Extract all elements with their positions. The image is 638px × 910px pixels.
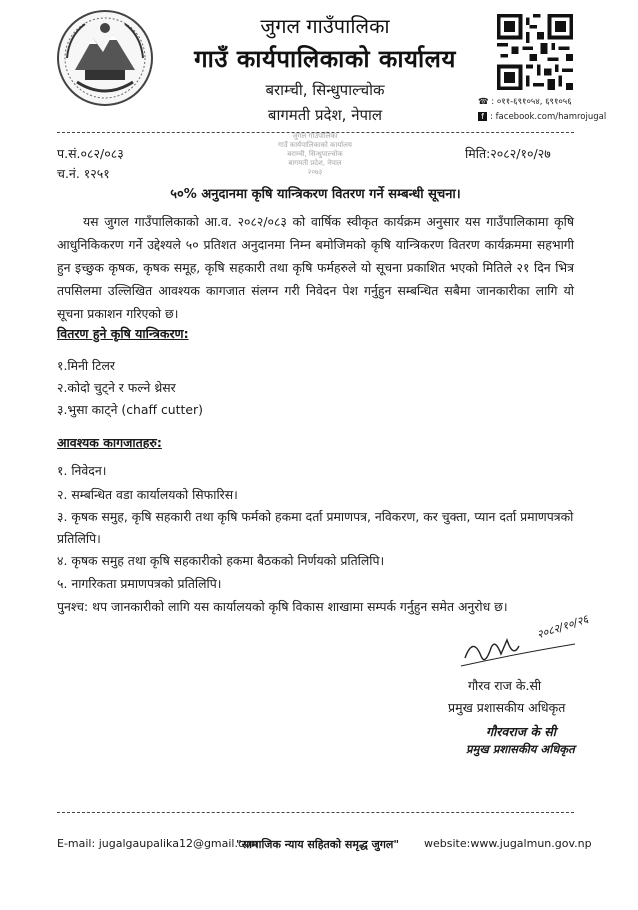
- footer-slogan: "सामाजिक न्याय सहितको समृद्ध जुगल": [236, 838, 400, 851]
- nepal-government-emblem-icon: [55, 8, 155, 108]
- stamp-line-3: बराम्ची, सिन्धुपाल्चोक: [287, 150, 343, 158]
- municipality-name: जुगल गाउँपालिका: [260, 14, 390, 38]
- distribution-item: १.मिनी टिलर: [57, 358, 115, 373]
- stamp-line-2: गाउँ कार्यपालिकाको कार्यालय: [278, 141, 352, 149]
- stamp-line-1: जुगल गाउँपालिका: [292, 132, 338, 140]
- stamp-line-5: २०७३: [307, 168, 323, 176]
- address-line-2: बागमती प्रदेश, नेपाल: [267, 106, 383, 124]
- signatory-stamp-name: गौरवराज के सी: [486, 724, 556, 739]
- signature-date: २०८२/१०/२६: [535, 612, 590, 642]
- office-name: गाउँ कार्यपालिकाको कार्यालय: [194, 45, 456, 73]
- address-line-1: बराम्ची, सिन्धुपाल्चोक: [265, 81, 385, 99]
- phone-numbers: ☎ : ०११-६९१०५४, ६९१०५६: [478, 97, 572, 107]
- document-item: २. सम्बन्धित वडा कार्यालयको सिफारिस।: [57, 487, 238, 502]
- postscript: पुनश्च: थप जानकारीको लागि यस कार्यालयको कृषि विकास शाखामा सम्पर्क गर्नुहुन समेत अनुरोध छ।: [57, 599, 508, 614]
- documents-heading: आवश्यक कागजातहरु:: [57, 435, 162, 450]
- facebook-icon: f: [478, 112, 487, 121]
- stamp-line-4: बागमती प्रदेश, नेपाल: [288, 159, 342, 167]
- document-item: ३. कृषक समुह, कृषि सहकारी तथा कृषि फर्मको हकमा दर्ता प्रमाणपत्र, नविकरण, कर चुक्ता, प्यान दर्ता प्रमाणपत्रको प्रतिलिपि।: [57, 509, 574, 546]
- signatory-name: गौरव राज के.सी: [468, 678, 542, 693]
- distribution-item: ३.भुसा काट्ने (chaff cutter): [57, 402, 203, 417]
- footer-website[interactable]: website:www.jugalmun.gov.np: [424, 837, 592, 850]
- distribution-item: २.कोदो चुट्ने र फल्ने थ्रेसर: [57, 380, 176, 395]
- office-stamp: [255, 132, 375, 180]
- letter-date: मिति:२०८२/१०/२७: [465, 146, 551, 161]
- signatory-title: प्रमुख प्रशासकीय अधिकृत: [448, 700, 566, 715]
- distribution-heading: वितरण हुने कृषि यान्त्रिकरण:: [57, 326, 189, 341]
- dispatch-number: च.नं. १२५१: [57, 166, 110, 181]
- facebook-url: : facebook.com/hamrojugal: [490, 112, 607, 122]
- qr-code-icon: [497, 14, 573, 90]
- facebook-link[interactable]: [478, 112, 606, 122]
- document-item: ५. नागरिकता प्रमाणपत्रको प्रतिलिपि।: [57, 576, 222, 591]
- document-item: १. निवेदन।: [57, 463, 107, 478]
- notice-subject: ५०% अनुदानमा कृषि यान्त्रिकरण वितरण गर्ने सम्बन्धी सूचना।: [170, 187, 461, 202]
- signatory-stamp-title: प्रमुख प्रशासकीय अधिकृत: [466, 742, 575, 756]
- footer-divider: [57, 812, 574, 813]
- letter-number: प.सं.०८२/०८३: [57, 146, 124, 161]
- footer-email[interactable]: E-mail: jugalgaupalika12@gmail.com: [57, 837, 262, 850]
- document-item: ४. कृषक समुह तथा कृषि सहकारीको हकमा बैठकको निर्णयको प्रतिलिपि।: [57, 553, 385, 568]
- notice-body: यस जुगल गाउँपालिकाको आ.व. २०८२/०८३ को वार्षिक स्वीकृत कार्यक्रम अनुसार यस गाउँपालिकामा कृषि आधुनिकिकरण गर्ने उद्देश्यले ५० प्रतिशत अनुदानमा निम्न बमोजिमको कृषि यान्त्रिकरण वितरण कार्यक्रममा सहभागी हुन इच्छुक कृषक, कृषक समूह, कृषि सहकारी तथा कृषि फर्महरुले यो सूचना प्रकाशित भएको मितिले २१ दिन भित्र तपसिलमा उल्लिखित आवश्यक कागजात संलग्न गरी निवेदन पेश गर्नुहुन सम्बन्धित सबैमा जानकारीका लागि यो सूचना प्रकाशन गरिएको छ।: [57, 214, 574, 321]
